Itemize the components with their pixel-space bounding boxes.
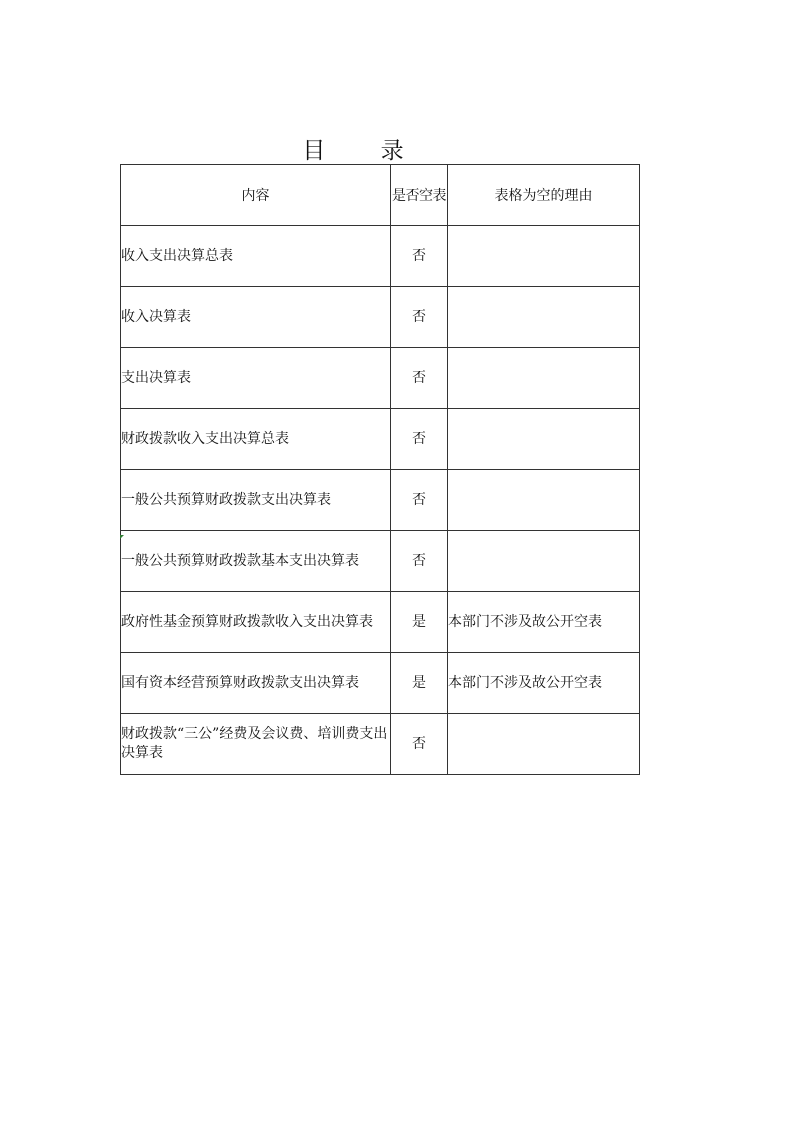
- row-name: 一般公共预算财政拨款基本支出决算表: [121, 531, 391, 592]
- table-row: [121, 592, 640, 653]
- row-is-empty: 否: [391, 348, 448, 409]
- row-is-empty: 否: [391, 287, 448, 348]
- row-reason: 本部门不涉及故公开空表: [448, 592, 640, 653]
- row-is-empty: 是: [391, 653, 448, 714]
- table-row: [121, 714, 640, 775]
- row-is-empty: 是: [391, 592, 448, 653]
- row-reason: [448, 531, 640, 592]
- table-row: [121, 409, 640, 470]
- table-row: [121, 470, 640, 531]
- row-name: 国有资本经营预算财政拨款支出决算表: [121, 653, 391, 714]
- row-reason: [448, 287, 640, 348]
- table-row: [121, 226, 640, 287]
- row-name: 一般公共预算财政拨款支出决算表: [121, 470, 391, 531]
- row-is-empty: 否: [391, 714, 448, 775]
- row-reason: 本部门不涉及故公开空表: [448, 653, 640, 714]
- row-name: 财政拨款“三公”经费及会议费、培训费支出决算表: [121, 714, 391, 775]
- header-content: 内容: [121, 165, 391, 226]
- row-is-empty: 否: [391, 409, 448, 470]
- row-reason: [448, 470, 640, 531]
- row-is-empty: 否: [391, 470, 448, 531]
- table-row: [121, 287, 640, 348]
- row-name: 收入支出决算总表: [121, 226, 391, 287]
- row-name: 支出决算表: [121, 348, 391, 409]
- row-name: 财政拨款收入支出决算总表: [121, 409, 391, 470]
- table-row: [121, 531, 640, 592]
- row-name: 政府性基金预算财政拨款收入支出决算表: [121, 592, 391, 653]
- toc-table: [120, 164, 640, 775]
- cell-error-indicator: [120, 535, 124, 539]
- page-title: 目 录: [302, 138, 428, 165]
- table-row: [121, 653, 640, 714]
- header-reason: 表格为空的理由: [448, 165, 640, 226]
- row-name: 收入决算表: [121, 287, 391, 348]
- row-reason: [448, 714, 640, 775]
- header-is-empty: 是否空表: [391, 165, 448, 226]
- row-is-empty: 否: [391, 226, 448, 287]
- row-is-empty: 否: [391, 531, 448, 592]
- table-header-row: [121, 165, 640, 226]
- row-reason: [448, 348, 640, 409]
- row-reason: [448, 226, 640, 287]
- table-row: [121, 348, 640, 409]
- row-reason: [448, 409, 640, 470]
